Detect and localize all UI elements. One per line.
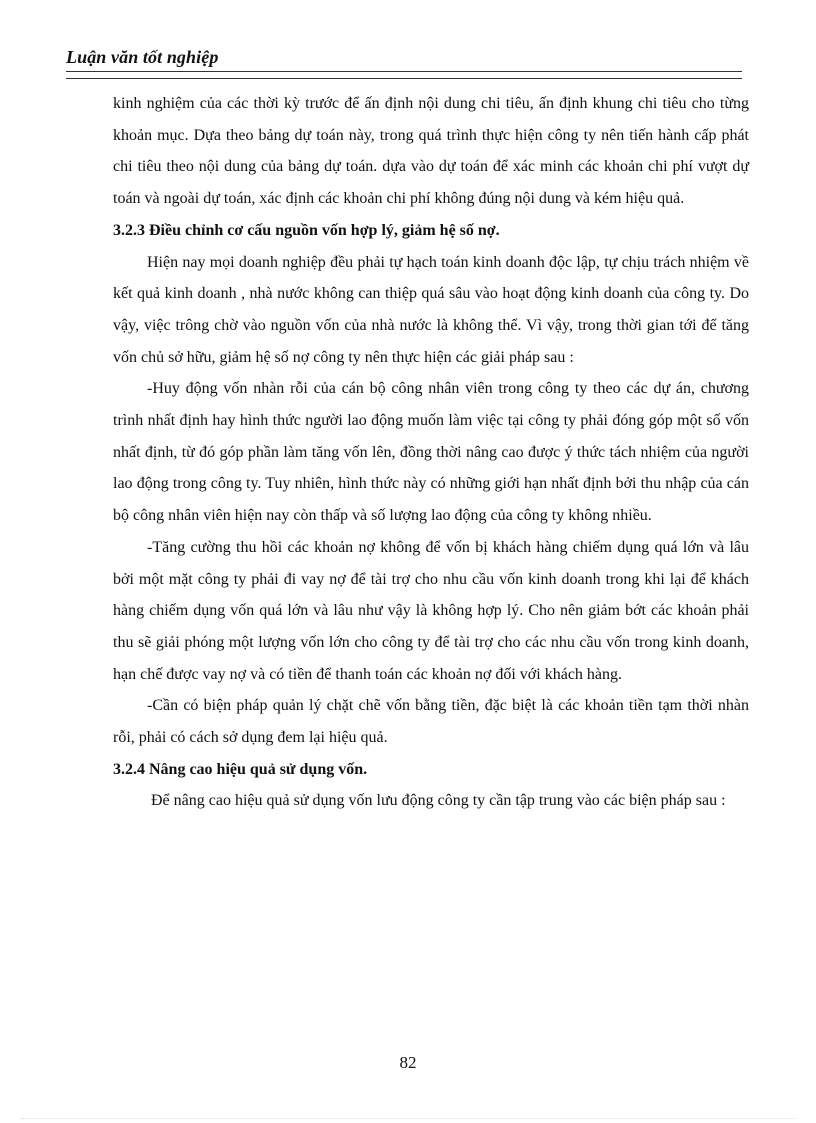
document-body <box>113 88 749 817</box>
section-heading-3-2-3: 3.2.3 Điều chỉnh cơ cấu nguồn vốn hợp lý, giảm hệ số nợ. <box>113 221 500 239</box>
page-bottom-edge <box>20 1118 796 1119</box>
header-double-rule <box>66 71 742 79</box>
paragraph-intro-3-2-3: Hiện nay mọi doanh nghiệp đều phải tự hạch toán kinh doanh độc lập, tự chịu trách nhiệm về kết quả kinh doanh , nhà nước không can thiệp quá sâu vào hoạt động kinh doanh của công ty. Do vậy, việc trông chờ vào nguồn vốn của nhà nước là không thể. Vì vậy, trong thời gian tới để tăng vốn chủ sở hữu, giảm hệ số nợ công ty nên thực hiện các giải pháp sau : <box>113 253 749 366</box>
document-header-title: Luận văn tốt nghiệp <box>66 47 219 67</box>
paragraph-bullet-cash-management: -Cần có biện pháp quản lý chặt chẽ vốn bằng tiền, đặc biệt là các khoản tiền tạm thời nhàn rỗi, phải có cách sở dụng đem lại hiệu quả. <box>113 697 749 747</box>
paragraph-continuation: kinh nghiệm của các thời kỳ trước để ấn định nội dung chi tiêu, ấn định khung chi tiêu cho từng khoản mục. Dựa theo bảng dự toán này, trong quá trình thực hiện công ty nên tiến hành cấp phát chi tiêu theo nội dung của bảng dự toán. dựa vào dự toán để xác minh các khoản chi phí vượt dự toán và ngoài dự toán, xác định các khoản chi phí không đúng nội dung và kém hiệu quả. <box>113 95 749 208</box>
paragraph-intro-3-2-4: Để nâng cao hiệu quả sử dụng vốn lưu động công ty cần tập trung vào các biện pháp sau : <box>151 792 726 810</box>
page-number: 82 <box>399 1053 417 1072</box>
paragraph-bullet-mobilize-capital: -Huy động vốn nhàn rỗi của cán bộ công nhân viên trong công ty theo các dự án, chương trình nhất định hay hình thức người lao động muốn làm việc tại công ty phải đóng góp một số vốn nhất định, từ đó góp phần làm tăng vốn lên, đồng thời nâng cao được ý thức tách nhiệm của người lao động trong công ty. Tuy nhiên, hình thức này có những giới hạn nhất định bởi thu nhập của cán bộ công nhân viên hiện nay còn thấp và số lượng lao động của công ty không nhiều. <box>113 380 749 525</box>
section-heading-3-2-4: 3.2.4 Nâng cao hiệu quả sử dụng vốn. <box>113 760 368 778</box>
paragraph-bullet-debt-collection: -Tăng cường thu hồi các khoản nợ không để vốn bị khách hàng chiếm dụng quá lớn và lâu bởi một mặt công ty phải đi vay nợ để tài trợ cho nhu cầu vốn kinh doanh trong khi lại để khách hàng chiếm dụng vốn quá lớn và lâu như vậy là không hợp lý. Cho nên giảm bớt các khoản phải thu sẽ giải phóng một lượng vốn lớn cho công ty để tài trợ cho các nhu cầu vốn trong kinh doanh, hạn chế được vay nợ và có tiền để thanh toán các khoản nợ đối với khách hàng. <box>113 538 749 683</box>
